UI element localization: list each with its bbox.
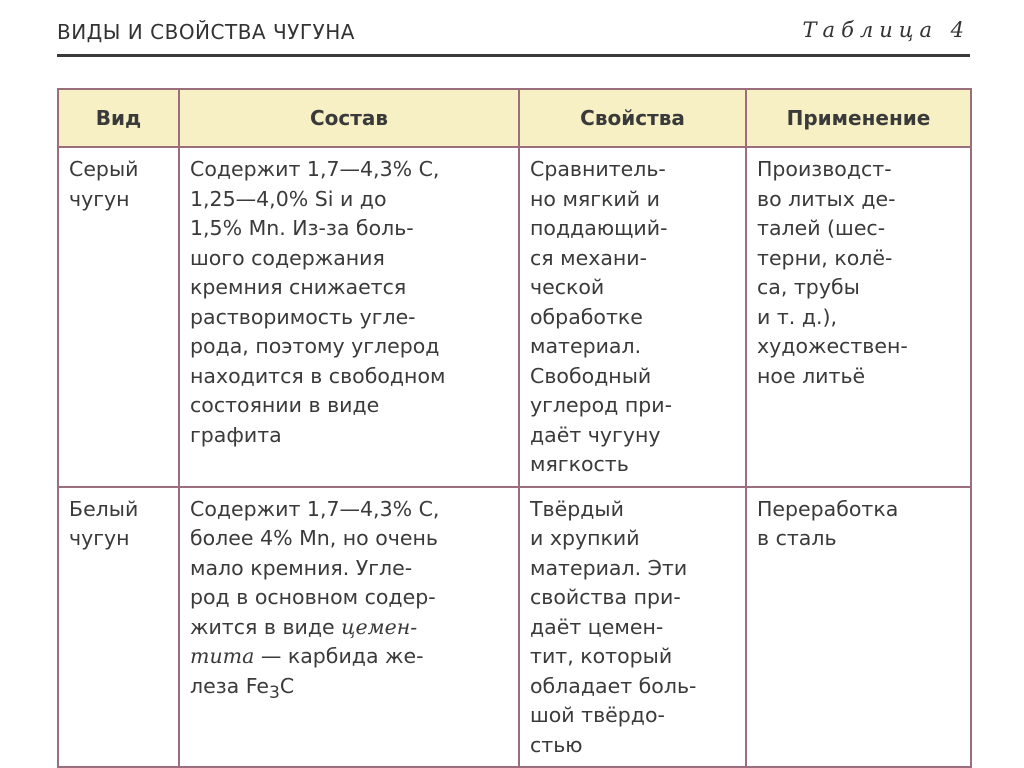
column-header-application: Применение <box>746 89 971 147</box>
header-rule <box>57 54 970 57</box>
composition-text: C <box>279 673 295 698</box>
cast-iron-table <box>57 88 972 768</box>
page-title: ВИДЫ И СВОЙСТВА ЧУГУНА <box>57 20 355 44</box>
cell-properties: Сравнитель- но мягкий и поддающий- ся механи- ческой обработке материал. Свободный углерод при- даёт чугуну мягкость <box>519 147 746 487</box>
table-row-white-iron <box>58 487 971 768</box>
table-header-row <box>58 89 971 147</box>
column-header-kind: Вид <box>58 89 179 147</box>
cell-composition: Содержит 1,7—4,3% C, 1,25—4,0% Si и до 1,5% Mn. Из-за боль- шого содержания кремния снижается растворимость угле- рода, поэтому углерод находится в свободном состоянии в виде графита <box>179 147 519 487</box>
cell-composition <box>179 487 519 768</box>
composition-text: — карбида же- леза Fe <box>190 644 424 698</box>
composition-italic-term-end: тита <box>190 644 255 668</box>
page-header <box>57 12 970 50</box>
cell-kind: Белый чугун <box>58 487 179 768</box>
cell-application: Переработка в сталь <box>746 487 971 768</box>
table-number-label: Таблица 4 <box>802 18 970 42</box>
cell-kind: Серый чугун <box>58 147 179 487</box>
column-header-properties: Свойства <box>519 89 746 147</box>
formula-subscript: 3 <box>268 682 280 703</box>
cell-application: Производст- во литых де- талей (шес- терни, колё- са, трубы и т. д.), художествен- ное литьё <box>746 147 971 487</box>
column-header-composition: Состав <box>179 89 519 147</box>
composition-text: Содержит 1,7—4,3% C, более 4% Mn, но очень мало кремния. Угле- род в основном содер- жится в виде <box>190 496 440 639</box>
table-row-gray-iron <box>58 147 971 487</box>
composition-italic-term: цемен- <box>341 614 418 639</box>
cell-properties: Твёрдый и хрупкий материал. Эти свойства при- даёт цемен- тит, который обладает боль- шой твёрдо- стью <box>519 487 746 768</box>
